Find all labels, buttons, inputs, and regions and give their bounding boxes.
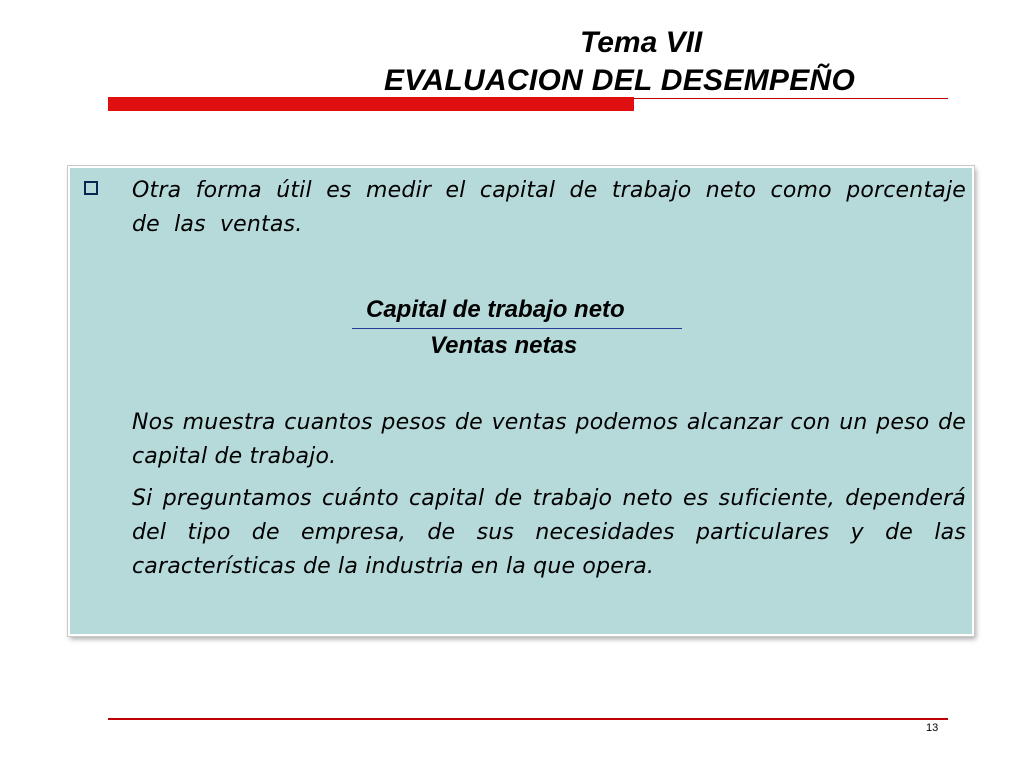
explanation-paragraph: Nos muestra cuantos pesos de ventas podemos alcanzar con un peso de capital de trabajo.: [132, 410, 966, 469]
title-heading: EVALUACION DEL DESEMPEÑO: [384, 64, 856, 97]
fraction-bar: [352, 328, 682, 329]
formula-denominator: Ventas netas: [430, 332, 578, 359]
content-box: [68, 166, 974, 636]
title-topic: Tema VII: [580, 26, 703, 59]
bullet-paragraph: Otra forma útil es medir el capital de trabajo neto como porcentaje de las ventas.: [132, 178, 966, 237]
footer-divider: [108, 718, 948, 720]
sufficiency-paragraph: Si preguntamos cuánto capital de trabajo neto es suficiente, dependerá del tipo de empresa, de sus necesidades particulares y de las características de la industria en la que opera.: [132, 486, 966, 579]
formula-numerator: Capital de trabajo neto: [366, 296, 625, 323]
header-divider-thick: [108, 97, 634, 111]
page-number: 13: [926, 722, 939, 734]
square-bullet-icon: [84, 181, 98, 195]
